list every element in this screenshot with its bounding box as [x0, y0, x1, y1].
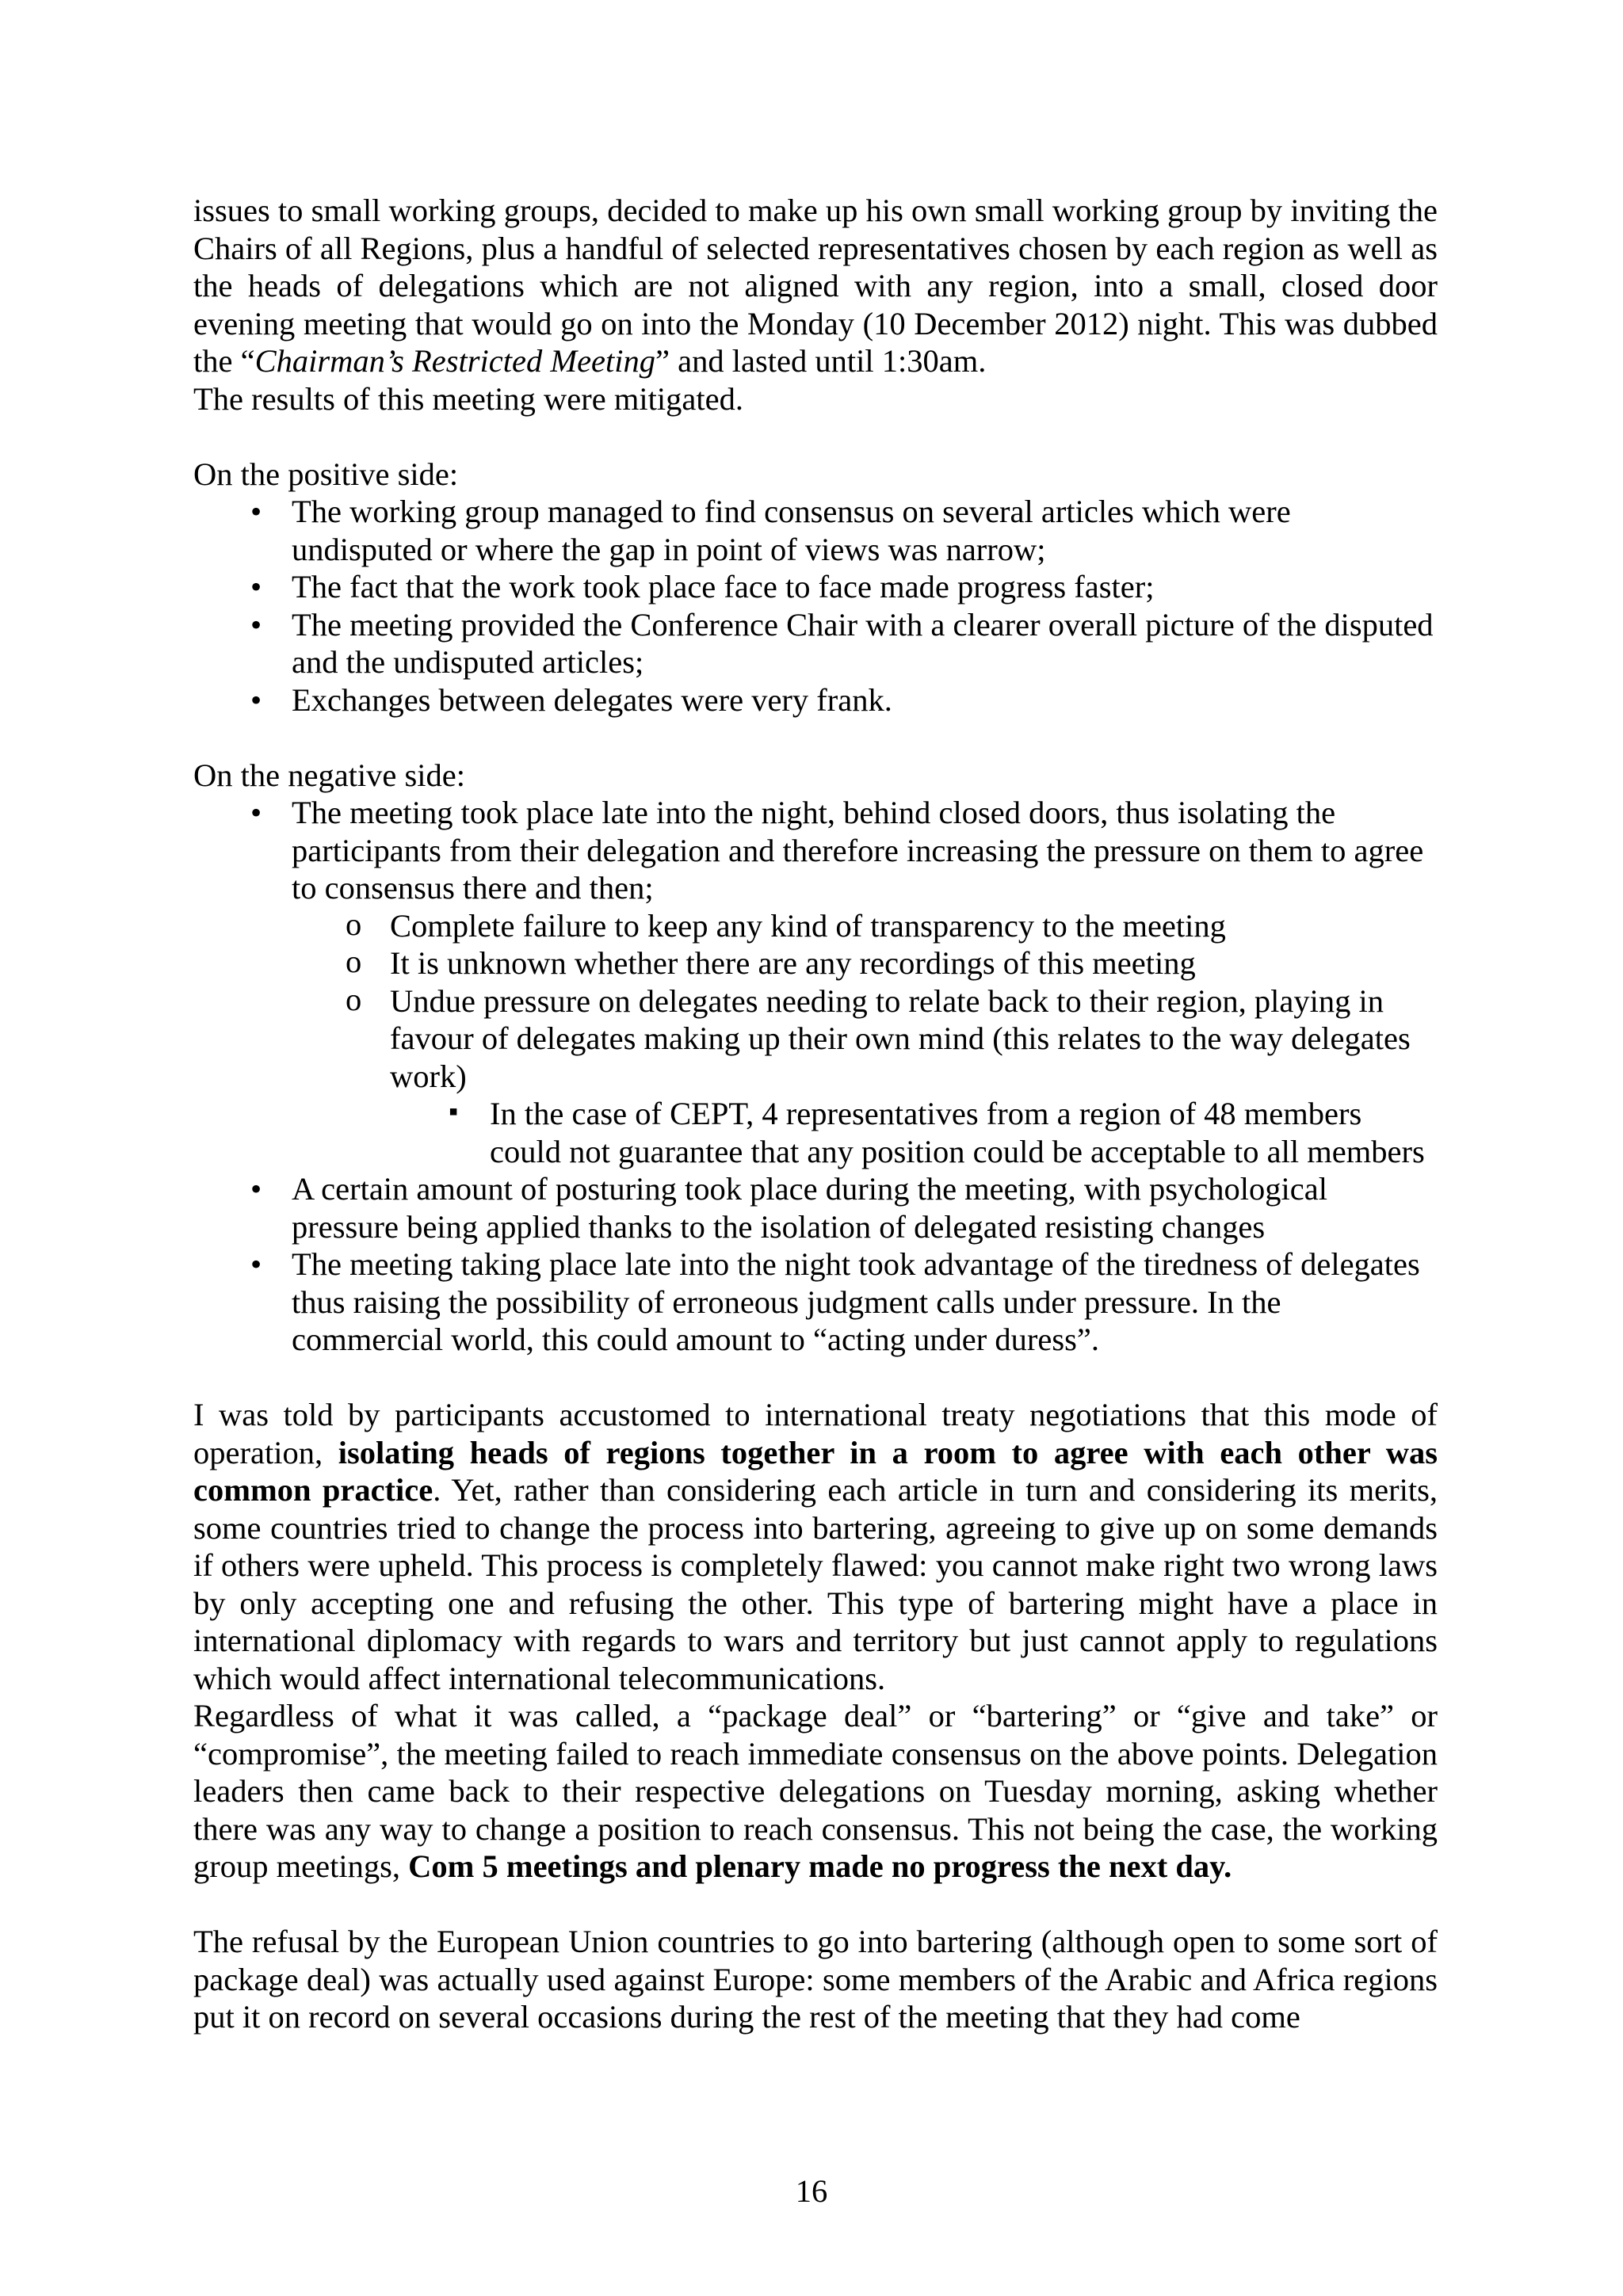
- circle-marker: o: [346, 906, 362, 942]
- negative-heading: On the negative side:: [193, 757, 466, 793]
- page-number: 16: [795, 2173, 828, 2209]
- list-item: • Exchanges between delegates were very frank.: [250, 681, 892, 718]
- spacer: [193, 1886, 1438, 1924]
- list-item: • A certain amount of posturing took place during the meeting, with psychological pressure being applied thanks to the isolation of delegated resisting changes: [250, 1171, 1327, 1245]
- told-paragraph: I was told by participants accustomed to international treaty negotiations that this mode of operation, isolating heads of regions together in a room to agree with each other was common practice. Yet, rather than considering each article in turn and considering its merits, some countries tried to change the process into bartering, agreeing to give up on some demands if others were upheld. This process is completely flawed: you cannot make right two wrong laws by only accepting one and refusing the other. This type of bartering might have a place in international diplomacy with regards to wars and territory but just cannot apply to regulations which would affect international telecommunications.: [193, 1397, 1438, 1696]
- bullet-marker: •: [250, 494, 262, 529]
- negative-sub-sublist: [390, 1095, 1438, 1170]
- bullet-marker: •: [250, 606, 262, 643]
- intro-text-end: ” and lasted until 1:30am.: [655, 343, 987, 379]
- list-item: • The meeting took place late into the night, behind closed doors, thus isolating the participants from their delegation and therefore increasing the pressure on them to agree to consensus there and then; o Complete failure to keep any kind of transparency to the meeting o It is unknown whether there are any recordings of this meeting o Undue pressure on delegates needing to relate back to their region, playing in favour of delegates making up their own mind (this relates to the way delegates work) ▪ In the case of CEPT, 4 representatives from a region of 48 members could not guarantee that any position could be acceptable to all members: [193, 794, 1438, 1170]
- spacer: [193, 719, 1438, 757]
- sub-list-item: o Undue pressure on delegates needing to relate back to their region, playing in favour of delegates making up their own mind (this relates to the way delegates work) ▪ In the case of CEPT, 4 representatives from a region of 48 members could not guarantee that any position could be acceptable to all members: [292, 982, 1438, 1171]
- positive-list: [193, 493, 1438, 719]
- regardless-paragraph: Regardless of what it was called, a “package deal” or “bartering” or “give and take” or “compromise”, the meeting failed to reach immediate consensus on the above points. Delegation leaders then came back to their respective delegations on Tuesday morning, asking whether there was any way to change a position to reach consensus. This not being the case, the working group meetings, Com 5 meetings and plenary made no progress the next day.: [193, 1698, 1438, 1884]
- list-item: • The meeting provided the Conference Chair with a clearer overall picture of the disputed and the undisputed articles;: [250, 606, 1434, 680]
- meeting-name: Chairman’s Restricted Meeting: [254, 343, 656, 379]
- negative-sublist: [292, 907, 1438, 1171]
- positive-heading: On the positive side:: [193, 456, 459, 492]
- sub-sub-list-item: ▪ In the case of CEPT, 4 representatives from a region of 48 members could not guarantee that any position could be acceptable to all members: [390, 1095, 1438, 1170]
- intro-text: issues to small working groups, decided to make up his own small working group by inviting the Chairs of all Regions, plus a handful of selected representatives chosen by each region as well as the heads of delegations which are not aligned with any region, into a small, closed door evening meeting that would go on into the Monday (10 December 2012) night. This was dubbed the “: [193, 193, 1438, 379]
- square-marker: ▪: [449, 1097, 459, 1127]
- bullet-marker: •: [250, 569, 262, 605]
- circle-marker: o: [346, 944, 362, 979]
- negative-list: [193, 794, 1438, 1359]
- bold-emphasis: isolating heads of regions together in a room to agree with each other was common practice: [193, 1434, 1438, 1508]
- list-item: • The working group managed to find consensus on several articles which were undisputed or where the gap in point of views was narrow;: [250, 494, 1291, 567]
- page-body: [193, 192, 1438, 2036]
- bullet-marker: •: [250, 1246, 262, 1282]
- list-item: • The meeting taking place late into the night took advantage of the tiredness of delegates thus raising the possibility of erroneous judgment calls under pressure. In the commercial world, this could amount to “acting under duress”.: [250, 1246, 1420, 1357]
- intro-paragraph: [193, 192, 1438, 380]
- bullet-marker: •: [250, 795, 262, 830]
- sub-list-item: o Complete failure to keep any kind of transparency to the meeting: [346, 906, 1226, 944]
- spacer: [193, 418, 1438, 456]
- bold-emphasis: Com 5 meetings and plenary made no progress the next day.: [408, 1848, 1232, 1884]
- spacer: [193, 1359, 1438, 1397]
- bullet-marker: •: [250, 681, 262, 718]
- bullet-marker: •: [250, 1171, 262, 1207]
- circle-marker: o: [346, 981, 362, 1017]
- sub-list-item: o It is unknown whether there are any recordings of this meeting: [346, 944, 1196, 981]
- results-paragraph: The results of this meeting were mitigated.: [193, 380, 743, 417]
- refusal-paragraph: The refusal by the European Union countries to go into bartering (although open to some sort of package deal) was actually used against Europe: some members of the Arabic and Africa regions put it on record on several occasions during the rest of the meeting that they had come: [193, 1924, 1438, 2035]
- list-item: • The fact that the work took place face to face made progress faster;: [250, 569, 1155, 605]
